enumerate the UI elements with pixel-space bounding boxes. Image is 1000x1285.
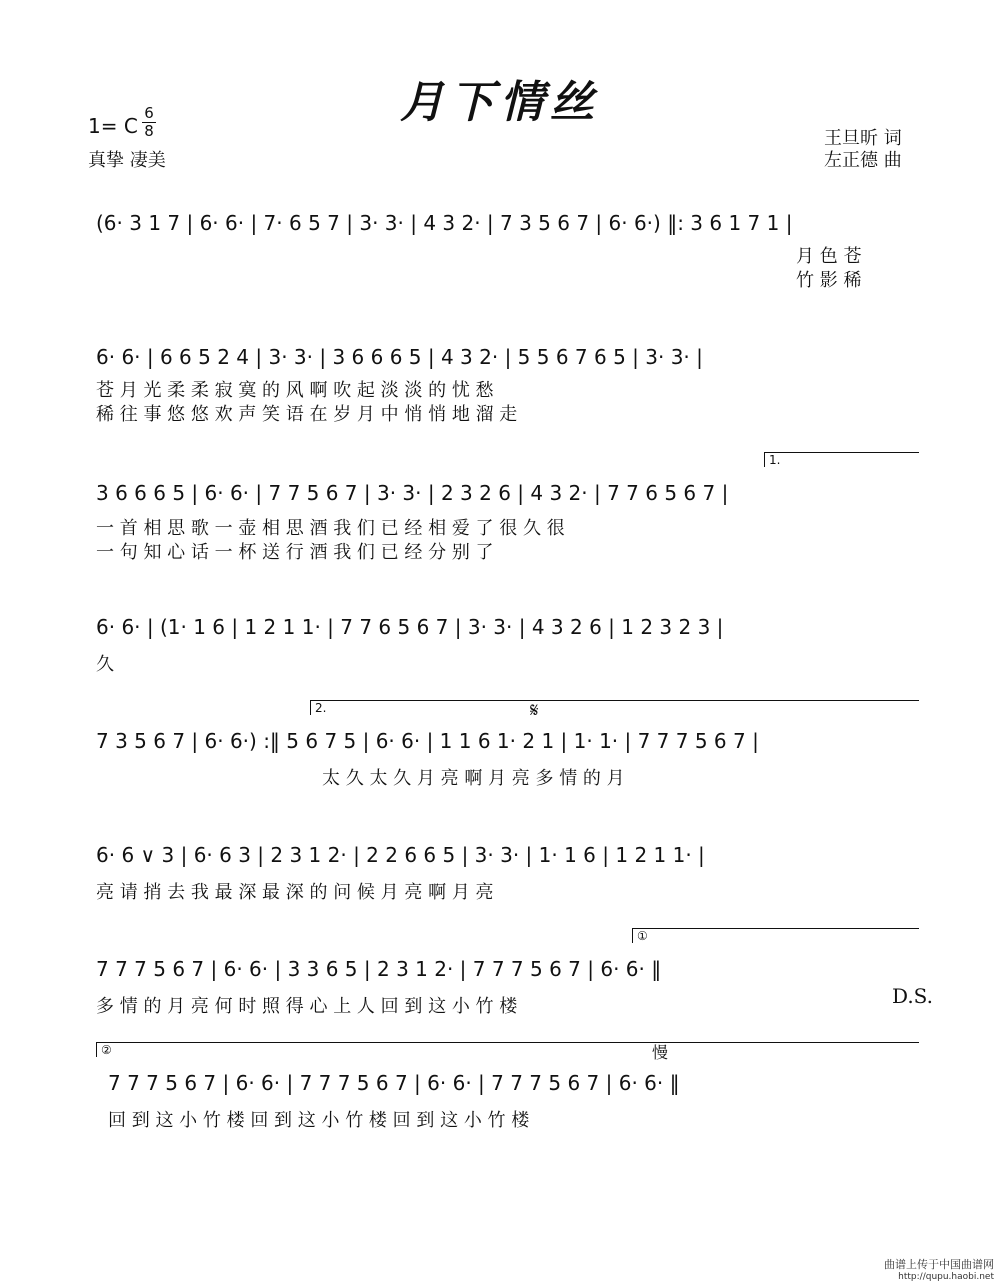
score-row-2 <box>96 342 916 425</box>
lyric-verse-1: 多 情 的 月 亮 何 时 照 得 心 上 人 回 到 这 小 竹 楼 <box>96 996 518 1017</box>
lyric-verse-1: 回 到 这 小 竹 楼 回 到 这 小 竹 楼 回 到 这 小 竹 楼 <box>108 1110 530 1131</box>
volta-bracket: 2. <box>310 700 919 715</box>
notation-line: (6· 3 1 7 | 6· 6· | 7· 6 5 7 | 3· 3· | 4 3 2· | 7 3 5 6 7 | 6· 6·) ‖: 3 6 1 7 1 | <box>96 211 793 235</box>
notation-line: 6· 6· | (1· 1 6 | 1 2 1 1· | 7 7 6 5 6 7 | 3· 3· | 4 3 2 6 | 1 2 3 2 3 | <box>96 615 724 639</box>
score-row-3 <box>96 453 916 563</box>
key-signature: 1= C <box>88 114 138 138</box>
volta-bracket: 1. <box>764 452 919 467</box>
site-watermark <box>870 1256 994 1282</box>
score-row-6 <box>96 840 916 903</box>
notation-line: 7 7 7 5 6 7 | 6· 6· | 7 7 7 5 6 7 | 6· 6· | 7 7 7 5 6 7 | 6· 6· ‖ <box>108 1071 680 1095</box>
lyric-verse-1: 亮 请 捎 去 我 最 深 最 深 的 问 候 月 亮 啊 月 亮 <box>96 882 494 903</box>
score-row-8 <box>96 1043 916 1131</box>
notation-line: 7 3 5 6 7 | 6· 6·) :‖ 5 6 7 5 | 6· 6· | 1 1 6 1· 2 1 | 1· 1· | 7 7 7 5 6 7 | <box>96 729 759 753</box>
watermark-text: 曲谱上传于中国曲谱网 <box>884 1258 994 1271</box>
lyricist-credit: 王旦昕 词 <box>824 128 902 149</box>
notation-line: 7 7 7 5 6 7 | 6· 6· | 3 3 6 5 | 2 3 1 2· | 7 7 7 5 6 7 | 6· 6· ‖ <box>96 957 662 981</box>
notation-line: 6· 6 ∨ 3 | 6· 6 3 | 2 3 1 2· | 2 2 6 6 5 | 3· 3· | 1· 1 6 | 1 2 1 1· | <box>96 843 705 867</box>
meter-bottom: 8 <box>144 122 154 140</box>
composer-credit: 左正德 曲 <box>824 150 902 171</box>
watermark-url: http://qupu.haobi.net <box>898 1272 994 1282</box>
dal-segno-mark: D.S. <box>892 984 934 1008</box>
notation-line: 3 6 6 6 5 | 6· 6· | 7 7 5 6 7 | 3· 3· | 2 3 2 6 | 4 3 2· | 7 7 6 5 6 7 | <box>96 481 729 505</box>
lyric-verse-2: 稀 往 事 悠 悠 欢 声 笑 语 在 岁 月 中 悄 悄 地 溜 走 <box>96 404 518 425</box>
song-title: 月下情丝 <box>400 77 600 128</box>
segno-sign: 𝄋 <box>530 698 539 722</box>
score-row-1 <box>96 208 916 291</box>
volta-bracket: ① <box>632 928 919 943</box>
meter-top: 6 <box>144 104 154 122</box>
lyric-verse-2: 一 句 知 心 话 一 杯 送 行 酒 我 们 已 经 分 别 了 <box>96 542 494 563</box>
tempo-mark: 慢 <box>652 1043 669 1062</box>
lyric-verse-1: 月 色 苍 <box>796 246 862 267</box>
expression-mark: 真挚 凄美 <box>88 150 166 171</box>
score-row-5 <box>96 698 916 789</box>
time-signature <box>142 106 156 139</box>
volta-bracket: ② <box>96 1042 919 1057</box>
lyric-verse-1: 一 首 相 思 歌 一 壶 相 思 酒 我 们 已 经 相 爱 了 很 久 很 <box>96 518 565 539</box>
lyric-verse-1: 太 久 太 久 月 亮 啊 月 亮 多 情 的 月 <box>322 768 625 789</box>
lyric-verse-2: 竹 影 稀 <box>796 270 862 291</box>
score-row-4 <box>96 612 916 675</box>
lyric-verse-1: 苍 月 光 柔 柔 寂 寞 的 风 啊 吹 起 淡 淡 的 忧 愁 <box>96 380 494 401</box>
lyric-verse-1: 久 <box>96 654 114 675</box>
notation-line: 6· 6· | 6 6 5 2 4 | 3· 3· | 3 6 6 6 5 | 4 3 2· | 5 5 6 7 6 5 | 3· 3· | <box>96 345 703 369</box>
